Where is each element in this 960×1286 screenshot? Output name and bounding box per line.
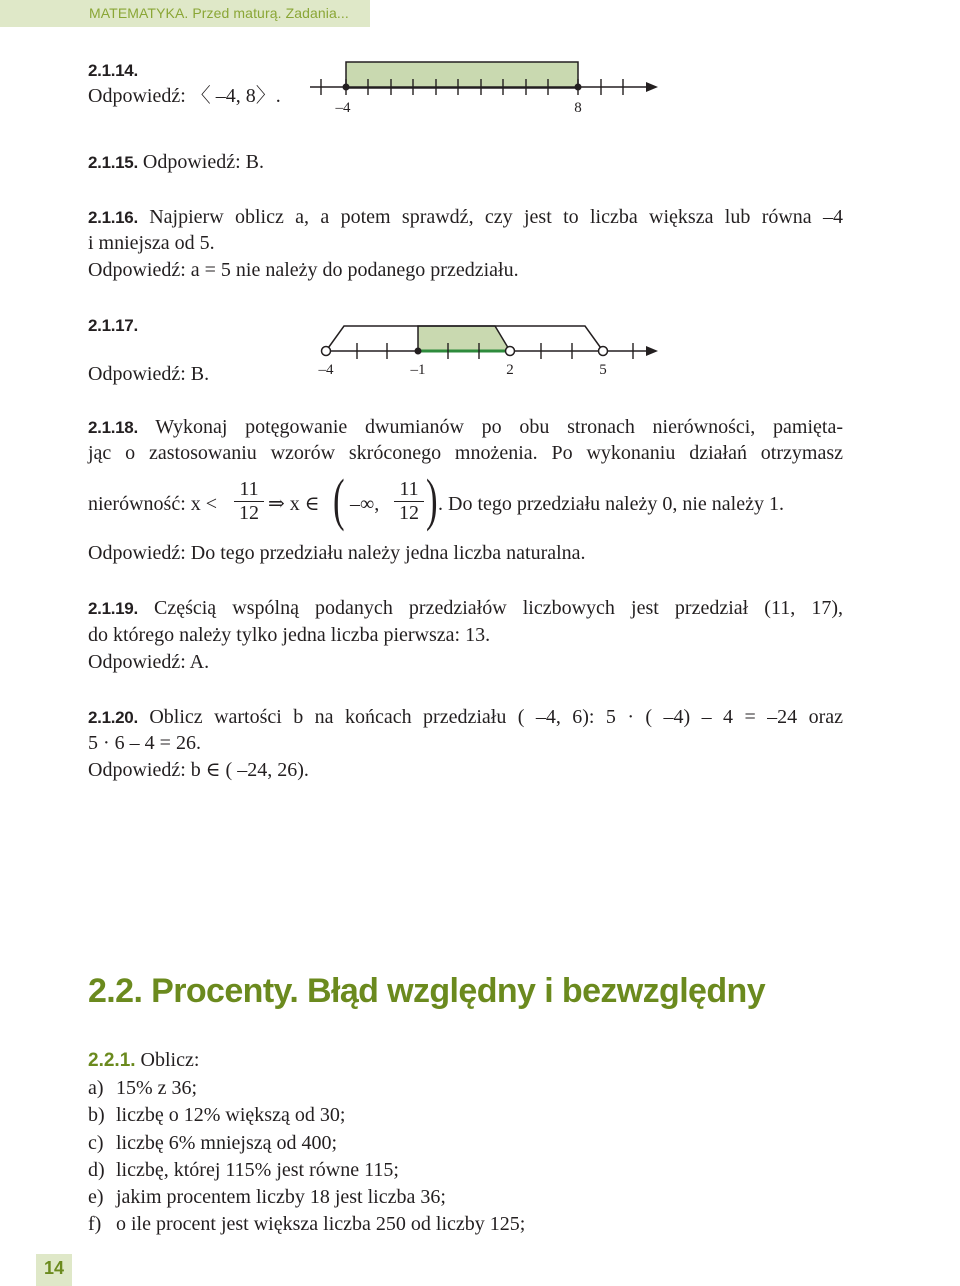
item-text: liczbę, której 115% jest równe 115; — [116, 1159, 399, 1181]
axis-label: 5 — [599, 362, 607, 378]
section-title: 2.2. Procenty. Błąd względny i bezwzględny — [88, 972, 765, 1010]
item-text: o ile procent jest większa liczba 250 od liczby 125; — [116, 1213, 526, 1235]
exercise-2-1-18-line1 — [88, 415, 843, 440]
text-line: jąc o zastosowaniu wzorów skróconego mnożenia. Po wykonaniu działań otrzymasz — [88, 442, 843, 464]
fraction — [394, 478, 424, 525]
endpoint-open — [322, 347, 331, 356]
endpoint-closed — [575, 84, 582, 91]
endpoint-open — [599, 347, 608, 356]
interval-fill — [346, 62, 578, 88]
page-number-box — [36, 1254, 72, 1286]
text-line: Najpierw oblicz a, a potem sprawdź, czy jest to liczba większa lub równa –4 — [149, 206, 844, 228]
list-item — [88, 1131, 337, 1155]
axis-label: –4 — [318, 362, 334, 378]
text-line: Częścią wspólną podanych przedziałów liczbowych jest przedział (11, 17), — [154, 597, 843, 619]
axis-label: –4 — [335, 100, 351, 116]
item-text: 15% z 36; — [116, 1077, 198, 1099]
list-item — [88, 1212, 525, 1236]
item-letter: f) — [88, 1213, 102, 1235]
endpoint-closed — [415, 348, 422, 355]
page-number: 14 — [44, 1258, 65, 1278]
answer-text: Odpowiedź: a = 5 nie należy do podanego przedziału. — [88, 259, 519, 281]
inequality-prefix: nierówność: x < — [88, 493, 218, 515]
axis-arrow — [646, 82, 658, 92]
item-letter: e) — [88, 1186, 104, 1208]
exercise-2-1-16-line1 — [88, 205, 843, 230]
item-letter: b) — [88, 1104, 105, 1126]
item-text: liczbę o 12% większą od 30; — [116, 1104, 346, 1126]
exercise-2-2-1 — [88, 1048, 199, 1073]
item-text: liczbę 6% mniejszą od 400; — [116, 1132, 338, 1154]
exercise-number-label: 2.2.1. — [88, 1050, 136, 1071]
inequality-suffix: . Do tego przedziału należy 0, nie należy 1. — [438, 493, 784, 515]
fraction-numerator: 11 — [399, 478, 419, 500]
implies-in: ⇒ x ∈ — [268, 493, 320, 515]
answer-text: Odpowiedź: b ∈ ( –24, 26). — [88, 759, 309, 781]
exercise-number-label: 2.1.20. — [88, 708, 138, 727]
text-line: 5 · 6 – 4 = 26. — [88, 732, 201, 754]
interval-fill — [418, 326, 510, 351]
answer-text: Odpowiedź: B. — [88, 363, 210, 385]
fraction-denominator: 12 — [399, 502, 419, 524]
list-item — [88, 1103, 345, 1127]
number-line-2 — [0, 318, 960, 398]
fraction-numerator: 11 — [239, 478, 259, 500]
axis-label: 8 — [574, 100, 582, 116]
fraction — [234, 478, 264, 525]
text-line: Wykonaj potęgowanie dwumianów po obu stronach nierówności, pamięta- — [155, 416, 843, 438]
item-letter: a) — [88, 1077, 104, 1099]
axis-arrow — [646, 346, 658, 356]
right-paren: ) — [426, 467, 438, 532]
axis-label: –1 — [410, 362, 426, 378]
endpoint-open — [506, 347, 515, 356]
text-line: Oblicz wartości b na końcach przedziału ( –4, 6): 5 · ( –4) – 4 = –24 oraz — [149, 706, 844, 728]
answer-text: Odpowiedź: Do tego przedziału należy jedna liczba naturalna. — [88, 542, 586, 564]
exercise-number-label: 2.1.17. — [88, 316, 138, 335]
exercise-number-label: 2.1.16. — [88, 208, 138, 227]
interval-start: –∞, — [350, 493, 380, 515]
text-line: do którego należy tylko jedna liczba pierwsza: 13. — [88, 624, 491, 646]
running-title: MATEMATYKA. Przed maturą. Zadania... — [89, 5, 349, 21]
exercise-number-label: 2.1.19. — [88, 599, 138, 618]
exercise-2-1-15 — [88, 150, 264, 175]
exercise-number-label: 2.1.18. — [88, 418, 138, 437]
text-line: i mniejsza od 5. — [88, 232, 215, 254]
list-item — [88, 1185, 446, 1209]
answer-text: Odpowiedź: A. — [88, 651, 210, 673]
item-letter: d) — [88, 1159, 105, 1181]
exercise-number-label: 2.1.15. — [88, 153, 138, 172]
list-item — [88, 1158, 399, 1182]
exercise-intro: Oblicz: — [140, 1049, 200, 1071]
axis-label: 2 — [506, 362, 514, 378]
exercise-2-1-20-line1 — [88, 705, 843, 730]
list-item — [88, 1076, 197, 1100]
item-text: jakim procentem liczby 18 jest liczba 36; — [116, 1186, 446, 1208]
left-paren: ( — [333, 467, 345, 532]
exercise-2-1-19-line1 — [88, 596, 843, 621]
answer-text: Odpowiedź: B. — [142, 151, 264, 173]
running-header — [0, 0, 370, 27]
exercise-number-label: 2.1.14. — [88, 61, 138, 80]
fraction-denominator: 12 — [239, 502, 259, 524]
item-letter: c) — [88, 1132, 104, 1154]
answer-text: Odpowiedź: 〈 –4, 8〉. — [88, 85, 281, 107]
endpoint-closed — [343, 84, 350, 91]
